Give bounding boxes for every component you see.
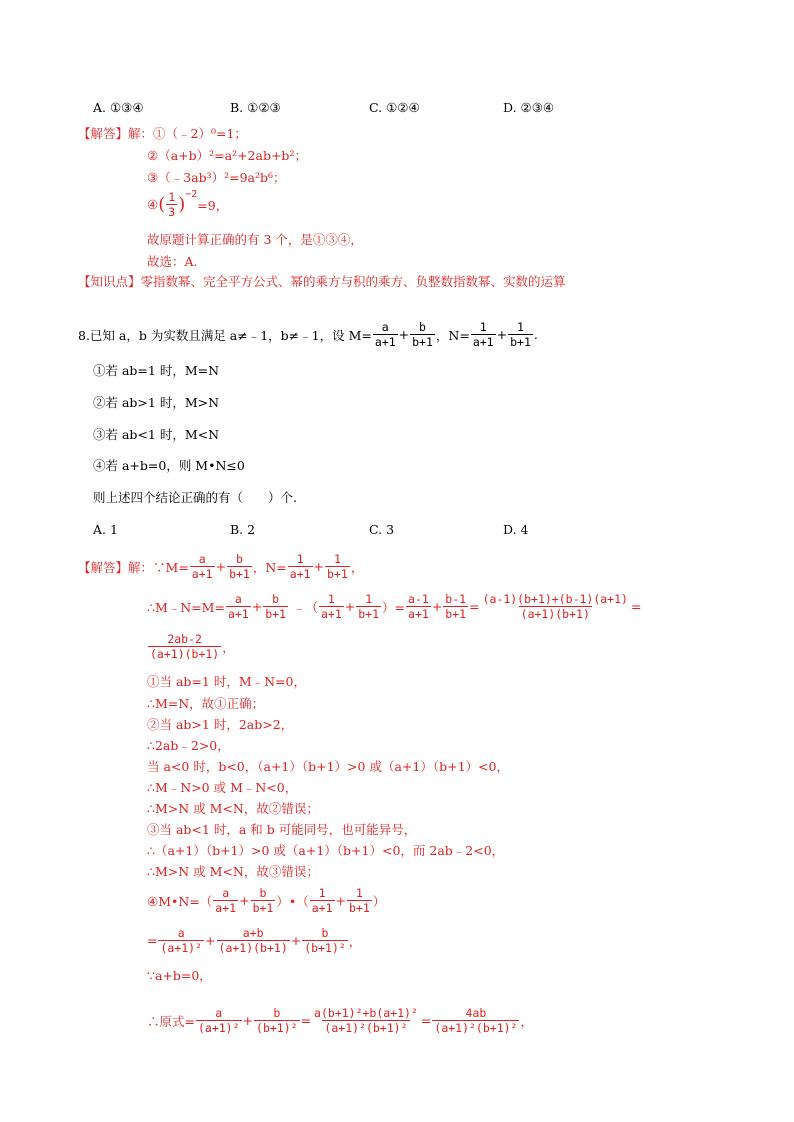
question-ask: 则上述四个结论正确的有（ ）个. (93, 490, 297, 505)
fraction: $\frac{a}{\text{(a+1)²}}$ (160, 926, 203, 955)
answer-2-line-1: 【解答】 解：∵M= $\frac{a}{a+1}$ + $\frac{b}{b+1}$ ，N= $\frac{1}{a+1}$ + $\frac{1}{b+1}$ ， (78, 552, 364, 581)
step-10: ∴M>N 或 M<N，故③错误； (147, 864, 319, 879)
answer-1-line-5: 故原题计算正确的有 3 个，是①③④， (147, 232, 363, 247)
option-a: A. ①③④ (93, 100, 144, 115)
answer-1-line-1: 【解答】解：①（﹣2）⁰=1； (78, 126, 247, 141)
answer-1-line-6: 故选：A. (147, 254, 198, 269)
answer-1-line-3: ③（﹣3ab³）²=9a²b⁶； (147, 170, 286, 185)
answer-1-line-4: ④ ( $\frac{1}{3}$ ) −2 =9， (147, 189, 229, 219)
fraction: $\frac{1}{b+1}$ (358, 592, 380, 621)
fraction: $\frac{a}{a+1}$ (215, 886, 237, 915)
fraction: $\frac{1}{a+1}$ (321, 592, 342, 621)
fraction: $\frac{1}{b+1}$ (348, 886, 370, 915)
fraction: $\frac{(a-1)(b+1)+(b-1)(a+1)}{(a+1)(b+1)}$ (482, 592, 628, 621)
step-2: ∴M=N，故①正确； (147, 696, 265, 711)
answer-2-line-2: ∴M﹣N=M= $\frac{a}{a+1}$ + $\frac{b}{b+1}$ ﹣（ $\frac{1}{a+1}$ + $\frac{1}{b+1}$ ）= $\frac{a-1}{a+1}$ + $\frac{b-1}{b+1}$ = $\frac{(a-1)(b+1)+(b-1)(a+1)}{(a+1)(b+1)}$ = (147, 592, 642, 621)
step-5: 当 a<0 时，b<0，（a+1）（b+1）>0 或（a+1）（b+1）<0， (147, 759, 509, 774)
answer-tag: 【解答】 (78, 559, 129, 575)
fraction: $\frac{a}{a+1}$ (191, 552, 213, 581)
step-12: = $\frac{a}{\text{(a+1)²}}$ + $\frac{a+b}{(a+1)(b+1)}$ + $\frac{b}{\text{(b+1)²}}$ ， (147, 926, 362, 955)
fraction: $\frac{b}{b+1}$ (252, 886, 274, 915)
choice-b: B. 2 (230, 522, 256, 537)
knowledge-tag: 【知识点】 (78, 274, 141, 289)
step-8: ③当 ab<1 时，a 和 b 可能同号，也可能异号， (147, 822, 417, 837)
step-7: ∴M>N 或 M<N，故②错误； (147, 801, 319, 816)
fraction: $\frac{b}{b+1}$ (412, 320, 433, 349)
choice-a: A. 1 (93, 522, 118, 537)
step-9: ∴（a+1）（b+1）>0 或（a+1）（b+1）<0，而 2ab﹣2<0， (147, 843, 505, 858)
choice-c: C. 3 (369, 522, 395, 537)
choice-d: D. 4 (503, 522, 529, 537)
answer-tag: 【解答】 (78, 126, 129, 141)
step-13: ∵a+b=0， (147, 968, 212, 983)
answer-1-line-2: ②（a+b）²=a²+2ab+b²； (147, 148, 307, 163)
fraction: $\frac{1}{b+1}$ (510, 320, 531, 349)
conclusion-1: ①若 ab=1 时，M=N (93, 363, 220, 378)
fraction: $\frac{a}{a+1}$ (374, 320, 396, 349)
fraction: $\frac{a}{a+1}$ (227, 592, 249, 621)
fraction: $\frac{\text{a(b+1)²+b(a+1)²}}{\text{(a+1)²(b+1)²}}$ (314, 1006, 418, 1035)
fraction: $\frac{b-1}{b+1}$ (445, 592, 467, 621)
fraction: $\frac{1}{a+1}$ (472, 320, 494, 349)
fraction: $\frac{a+b}{(a+1)(b+1)}$ (218, 926, 288, 955)
conclusion-2: ②若 ab>1 时，M>N (93, 395, 220, 410)
fraction: $\frac{a-1}{a+1}$ (408, 592, 429, 621)
fraction: $\frac{1}{a+1}$ (289, 552, 311, 581)
fraction: $\frac{b}{b+1}$ (265, 592, 286, 621)
fraction: $\frac{b}{b+1}$ (229, 552, 250, 581)
option-d: D. ②③④ (503, 100, 555, 115)
fraction: $\frac{2ab-2}{(a+1)(b+1)}$ (150, 632, 220, 661)
step-11: ④M•N=（ $\frac{a}{a+1}$ + $\frac{b}{b+1}$ ）•（ $\frac{1}{a+1}$ + $\frac{1}{b+1}$ ） (147, 886, 386, 915)
option-b: B. ①②③ (230, 100, 281, 115)
step-4: ∴2ab﹣2>0， (147, 738, 230, 753)
fraction: $\frac{1}{a+1}$ (311, 886, 333, 915)
step-1: ①当 ab=1 时，M﹣N=0， (147, 674, 306, 689)
fraction: $\frac{4ab}{\text{(a+1)²(b+1)²}}$ (434, 1006, 518, 1035)
fraction: $\frac{1}{3}$ (168, 190, 176, 219)
answer-2-line-3: $\frac{2ab-2}{(a+1)(b+1)}$ ， (150, 632, 235, 661)
step-6: ∴M﹣N>0 或 M﹣N<0， (147, 780, 298, 795)
fraction: $\frac{a}{\text{(a+1)²}}$ (197, 1006, 240, 1035)
step-3: ②当 ab>1 时，2ab>2， (147, 717, 294, 732)
conclusion-3: ③若 ab<1 时，M<N (93, 427, 220, 442)
knowledge-points: 【知识点】零指数幂、完全平方公式、幂的乘方与积的乘方、负整数指数幂、实数的运算 (78, 274, 566, 289)
conclusion-4: ④若 a+b=0，则 M•N≤0 (93, 458, 245, 473)
question-8-stem: 8.已知 a，b 为实数且满足 a≠﹣1，b≠﹣1，设 M= $\frac{a}{a+1}$ + $\frac{b}{b+1}$ ，N= $\frac{1}{a+1}$ + $\frac{1}{b+1}$ . (78, 320, 538, 349)
fraction: $\frac{b}{\text{(b+1)²}}$ (304, 926, 346, 955)
step-14: ∴原式= $\frac{a}{\text{(a+1)²}}$ + $\frac{b}{\text{(b+1)²}}$ = $\frac{\text{a(b+1)²+b(a+1)²}}{\text{(a+1)²(b+1)²}}$ = $\frac{4ab}{\text{(a+1)²(b+1)²}}$ ， (147, 1006, 533, 1035)
fraction: $\frac{b}{\text{(b+1)²}}$ (256, 1006, 298, 1035)
option-c: C. ①②④ (369, 100, 420, 115)
fraction: $\frac{1}{b+1}$ (327, 552, 348, 581)
